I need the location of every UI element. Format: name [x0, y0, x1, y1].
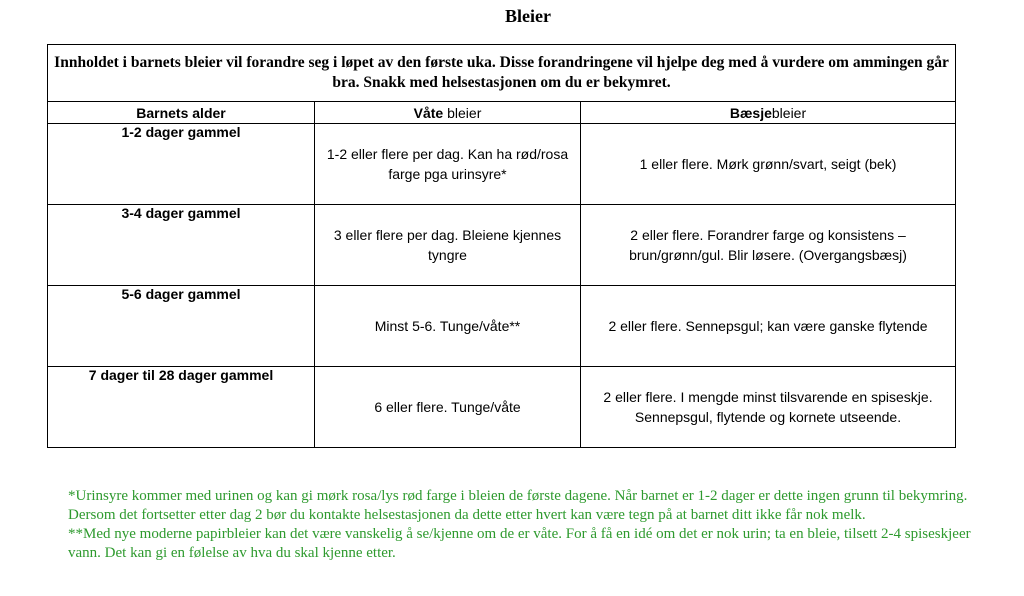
footnote-papirbleier: **Med nye moderne papirbleier kan det være vanskelig å se/kjenne om de er våte. For å få en idé om det er nok urin; ta en bleie, tilsett 2-4 spiseskjeer vann. Det kan gi en følelse av hva du skal kjenne etter. — [68, 526, 971, 561]
header-wet-rest: bleier — [443, 104, 482, 121]
poop-cell: 1 eller flere. Mørk grønn/svart, seigt (bek) — [581, 124, 956, 205]
wet-cell: 1-2 eller flere per dag. Kan ha rød/rosa farge pga urinsyre* — [315, 124, 581, 205]
header-age: Barnets alder — [48, 102, 315, 124]
intro-text: Innholdet i barnets bleier vil forandre seg i løpet av den første uka. Disse forandringene vil hjelpe deg med å vurdere om ammingen går bra. Snakk med helsestasjonen om du er bekymret. — [48, 45, 956, 102]
table-row — [48, 205, 956, 286]
wet-cell: 6 eller flere. Tunge/våte — [315, 367, 581, 448]
header-wet — [315, 102, 581, 124]
age-cell: 1-2 dager gammel — [48, 124, 315, 205]
age-cell: 3-4 dager gammel — [48, 205, 315, 286]
header-wet-bold: Våte — [413, 104, 444, 121]
footnote-urinsyre: *Urinsyre kommer med urinen og kan gi mørk rosa/lys rød farge i bleien de første dagene. Når barnet er 1-2 dager er dette ingen grunn til bekymring. Dersom det fortsetter etter dag 2 bør du kontakte helsestasjonen da dette etter hvert kan være tegn på at barnet ditt ikke får nok melk. — [68, 488, 968, 523]
header-poop — [581, 102, 956, 124]
table-row — [48, 286, 956, 367]
poop-cell: 2 eller flere. I mengde minst tilsvarende en spiseskje. Sennepsgul, flytende og kornete utseende. — [581, 367, 956, 448]
wet-cell: Minst 5-6. Tunge/våte** — [315, 286, 581, 367]
poop-cell: 2 eller flere. Forandrer farge og konsistens – brun/grønn/gul. Blir løsere. (Overgangsbæsj) — [581, 205, 956, 286]
table-row — [48, 124, 956, 205]
diaper-table — [47, 44, 956, 448]
wet-cell: 3 eller flere per dag. Bleiene kjennes tyngre — [315, 205, 581, 286]
header-poop-bold: Bæsje — [729, 104, 772, 121]
page-title: Bleier — [505, 6, 551, 26]
table-row — [48, 367, 956, 448]
header-poop-rest: bleier — [771, 104, 807, 121]
age-cell: 7 dager til 28 dager gammel — [48, 367, 315, 448]
footnotes — [68, 487, 998, 563]
poop-cell: 2 eller flere. Sennepsgul; kan være ganske flytende — [581, 286, 956, 367]
age-cell: 5-6 dager gammel — [48, 286, 315, 367]
